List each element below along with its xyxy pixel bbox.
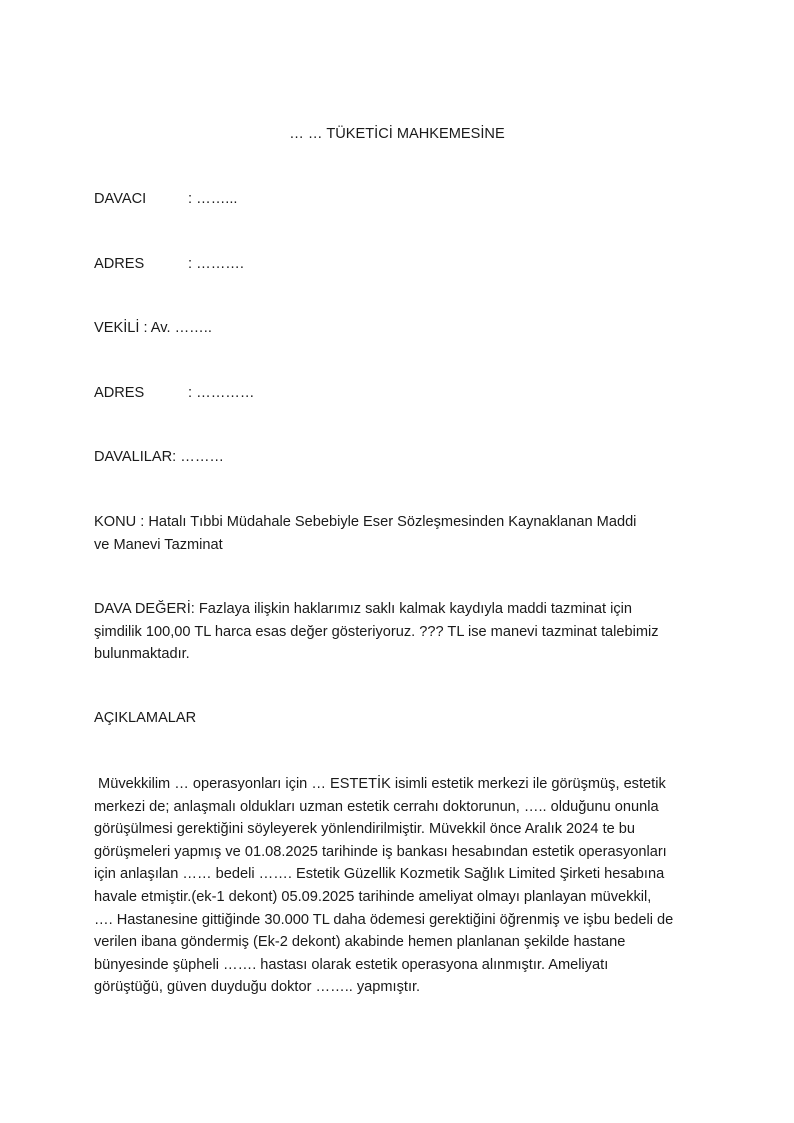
plaintiff-address-value: : ………. xyxy=(188,256,244,272)
explanations-line: merkezi de; anlaşmalı oldukları uzman estetik cerrahı doktorunun, ….. olduğunu onunla xyxy=(94,798,659,815)
court-title: … … TÜKETİCİ MAHKEMESİNE xyxy=(289,126,505,142)
attorney-address-line xyxy=(94,385,254,401)
plaintiff-address-label: ADRES xyxy=(94,256,145,272)
plaintiff-line xyxy=(94,191,237,207)
subject-paragraph xyxy=(94,511,714,556)
explanations-line: …. Hastanesine gittiğinde 30.000 TL daha ödemesi gerektiğini öğrenmiş ve işbu bedeli de xyxy=(94,911,674,928)
attorney-address-value: : ………… xyxy=(188,385,255,401)
plaintiff-value: : ……... xyxy=(188,191,238,207)
subject-line: KONU : Hatalı Tıbbi Müdahale Sebebiyle Eser Sözleşmesinden Kaynaklanan Maddi xyxy=(94,514,637,530)
explanations-line: için anlaşılan …… bedeli ……. Estetik Güzellik Kozmetik Sağlık Limited Şirketi hesabına xyxy=(94,866,665,883)
claim-value-line: şimdilik 100,00 TL harca esas değer gösteriyoruz. ??? TL ise manevi tazminat talebimiz xyxy=(94,623,659,640)
claim-value-line: DAVA DEĞERİ: Fazlaya ilişkin haklarımız saklı kalmak kaydıyla maddi tazminat için xyxy=(94,601,632,617)
attorney-address-label: ADRES xyxy=(94,385,145,401)
plaintiff-label: DAVACI xyxy=(94,191,147,207)
defendants-label: DAVALILAR: ……… xyxy=(94,449,225,465)
plaintiff-address-line xyxy=(94,256,244,272)
explanations-line: havale etmiştir.(ek-1 dekont) 05.09.2025 tarihinde ameliyat olmayı planlayan müvekkil, xyxy=(94,888,652,905)
explanations-paragraph xyxy=(94,773,714,999)
explanations-line: verilen ibana göndermiş (Ek-2 dekont) akabinde hemen planlanan şekilde hastane xyxy=(94,934,626,951)
explanations-line: görüşmeleri yapmış ve 01.08.2025 tarihinde iş bankası hesabından estetik operasyonları xyxy=(94,843,667,860)
subject-line: ve Manevi Tazminat xyxy=(94,536,223,553)
attorney-line xyxy=(94,320,212,336)
explanations-line: görüşülmesi gerektiğini söyleyerek yönlendirilmiştir. Müvekkil önce Aralık 2024 te bu xyxy=(94,821,636,838)
explanations-line: görüştüğü, güven duyduğu doktor …….. yapmıştır. xyxy=(94,979,421,996)
attorney-label: VEKİLİ : Av. …….. xyxy=(94,320,212,336)
explanations-heading: AÇIKLAMALAR xyxy=(94,710,197,726)
defendants-line xyxy=(94,449,224,465)
claim-value-paragraph xyxy=(94,598,714,666)
explanations-line: bünyesinde şüpheli ……. hastası olarak estetik operasyona alınmıştır. Ameliyatı xyxy=(94,956,609,973)
claim-value-line: bulunmaktadır. xyxy=(94,646,190,663)
explanations-line: Müvekkilim … operasyonları için … ESTETİK isimli estetik merkezi ile görüşmüş, estetik xyxy=(94,776,666,792)
